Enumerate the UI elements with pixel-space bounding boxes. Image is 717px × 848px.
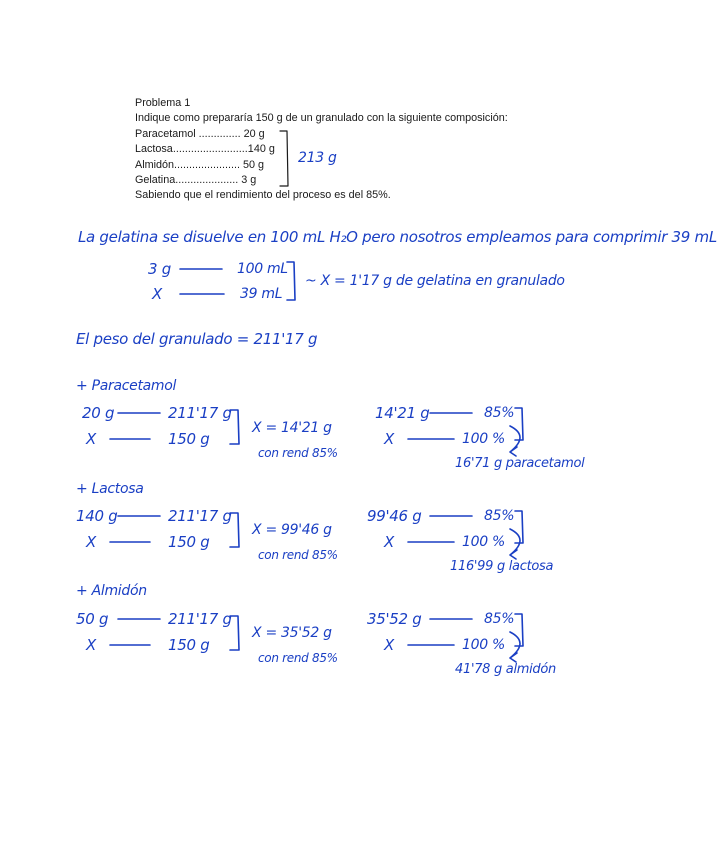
ingredient-paracetamol: Paracetamol .............. 20 g xyxy=(135,127,265,140)
problem-text: Indique como prepararía 150 g de un granulado con la siguiente composición: xyxy=(135,112,508,125)
alm-d2: 100 % xyxy=(462,637,505,653)
gelatin-result: ~ X = 1'17 g de gelatina en granulado xyxy=(305,273,565,289)
lact-b2: 150 g xyxy=(168,533,210,551)
lact-final: 116'99 g lactosa xyxy=(450,559,554,574)
gelatin-intro: La gelatina se disuelve en 100 mL H₂O pero nosotros empleamos para comprimir 39 mL xyxy=(78,228,717,246)
lact-bracket-right xyxy=(515,511,523,543)
lact-d2: 100 % xyxy=(462,534,505,550)
alm-c2: X xyxy=(384,636,394,654)
alm-final: 41'78 g almidón xyxy=(455,662,556,677)
lact-b1: 211'17 g xyxy=(168,507,232,525)
lact-c1: 99'46 g xyxy=(367,507,422,525)
gelatin-row2-right: 39 mL xyxy=(240,286,283,302)
lact-arrow xyxy=(510,529,520,559)
gelatin-row2-left: X xyxy=(152,285,162,303)
granulate-weight: El peso del granulado = 211'17 g xyxy=(76,330,318,348)
alm-a1: 50 g xyxy=(76,610,109,628)
alm-b1: 211'17 g xyxy=(168,610,232,628)
section-heading-almidon: + Almidón xyxy=(76,583,147,599)
alm-c1: 35'52 g xyxy=(367,610,422,628)
alm-note: con rend 85% xyxy=(258,651,338,665)
gelatin-bracket xyxy=(287,262,295,300)
lact-note: con rend 85% xyxy=(258,548,338,562)
section-heading-lactosa: + Lactosa xyxy=(76,481,144,497)
lact-d1: 85% xyxy=(484,508,515,524)
para-b2: 150 g xyxy=(168,430,210,448)
gelatin-row1-right: 100 mL xyxy=(237,261,288,277)
alm-a2: X xyxy=(86,636,96,654)
alm-result: X = 35'52 g xyxy=(252,625,332,641)
lact-a1: 140 g xyxy=(76,507,118,525)
yield-note: Sabiendo que el rendimiento del proceso es del 85%. xyxy=(135,189,391,202)
para-note: con rend 85% xyxy=(258,446,338,460)
para-result: X = 14'21 g xyxy=(252,420,332,436)
para-a2: X xyxy=(86,430,96,448)
ingredient-lactosa: Lactosa.........................140 g xyxy=(135,143,275,156)
ingredient-almidon: Almidón...................... 50 g xyxy=(135,158,265,171)
total-annotation: 213 g xyxy=(298,150,337,166)
para-a1: 20 g xyxy=(82,404,115,422)
alm-bracket-right xyxy=(515,614,523,646)
para-c1: 14'21 g xyxy=(375,404,430,422)
lact-a2: X xyxy=(86,533,96,551)
lact-c2: X xyxy=(384,533,394,551)
para-d1: 85% xyxy=(484,405,515,421)
problem-statement xyxy=(135,96,555,204)
para-arrow xyxy=(510,426,520,456)
para-b1: 211'17 g xyxy=(168,404,232,422)
alm-b2: 150 g xyxy=(168,636,210,654)
gelatin-row1-left: 3 g xyxy=(148,260,171,278)
lact-result: X = 99'46 g xyxy=(252,522,332,538)
para-final: 16'71 g paracetamol xyxy=(455,456,585,471)
para-c2: X xyxy=(384,430,394,448)
ingredient-gelatina: Gelatina..................... 3 g xyxy=(135,174,257,187)
alm-arrow xyxy=(510,632,520,662)
section-heading-paracetamol: + Paracetamol xyxy=(76,378,177,394)
alm-d1: 85% xyxy=(484,611,515,627)
para-d2: 100 % xyxy=(462,431,505,447)
problem-title: Problema 1 xyxy=(135,97,191,109)
para-bracket-right xyxy=(515,408,523,440)
